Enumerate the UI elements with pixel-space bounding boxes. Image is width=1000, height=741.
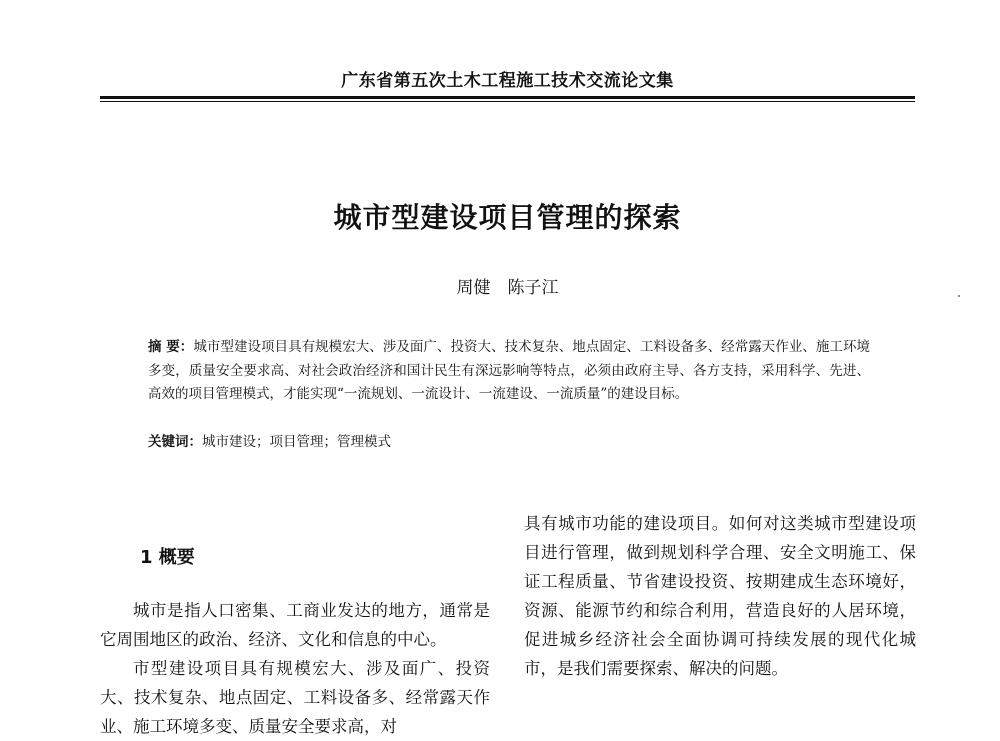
- keywords-text: 城市建设；项目管理；管理模式: [202, 434, 391, 450]
- keywords: [148, 431, 870, 454]
- right-column: [524, 509, 916, 683]
- body-paragraph: 城市是指人口密集、工商业发达的地方，通常是它周围地区的政治、经济、文化和信息的中心。: [100, 601, 490, 649]
- authors: 周健 陈子江: [456, 278, 559, 298]
- running-header: 广东省第五次土木工程施工技术交流论文集: [341, 71, 674, 91]
- body-paragraph: 市型建设项目具有规模宏大、涉及面广、投资大、技术复杂、地点固定、工料设备多、经常露天作业、施工环境多变、质量安全要求高，对: [100, 659, 490, 736]
- header-rule-thick: [100, 96, 915, 99]
- abstract: [148, 336, 870, 407]
- left-column: [100, 596, 490, 741]
- scan-artifact: [958, 295, 960, 297]
- abstract-text: 城市型建设项目具有规模宏大、涉及面广、投资大、技术复杂、地点固定、工料设备多、经常露天作业、施工环境多变，质量安全要求高、对社会政治经济和国计民生有深远影响等特点，必须由政府主导、各方支持，采用科学、先进、高效的项目管理模式，才能实现“一流规划、一流设计、一流建设、一流质量”的建设目标。: [148, 339, 871, 402]
- article-title: 城市型建设项目管理的探索: [333, 201, 682, 234]
- section-heading: 1 概要: [140, 547, 195, 568]
- keywords-label: 关键词：: [148, 434, 202, 450]
- header-rule-thin: [100, 101, 915, 102]
- body-paragraph-continued: 具有城市功能的建设项目。如何对这类城市型建设项目进行管理，做到规划科学合理、安全文明施工、保证工程质量、节省建设投资、按期建成生态环境好，资源、能源节约和综合利用，营造良好的人居环境，促进城乡经济社会全面协调可持续发展的现代化城市，是我们需要探索、解决的问题。: [524, 514, 916, 678]
- abstract-label: 摘 要：: [148, 339, 194, 355]
